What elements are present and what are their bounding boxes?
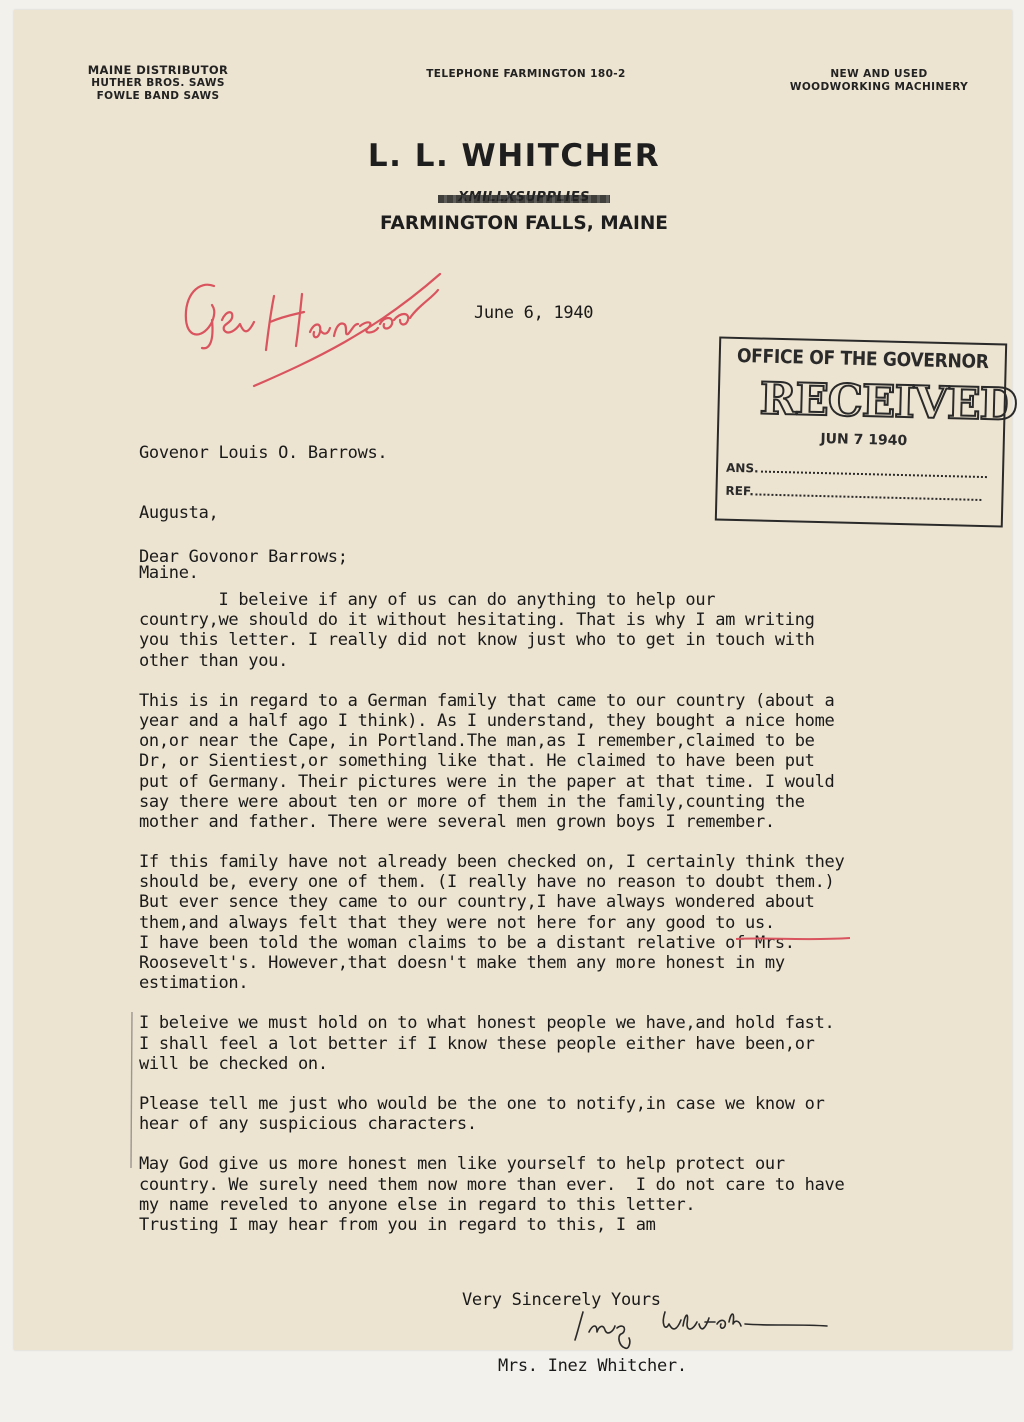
- body-line: But ever sence they came to our country,I have always wondered about: [139, 892, 815, 913]
- letter-body: [139, 590, 999, 1255]
- body-line: say there were about ten or more of them in the family,counting the: [139, 791, 805, 812]
- letterhead-line: NEW AND USED: [830, 68, 928, 80]
- stamp-ref-line: [725, 484, 991, 504]
- body-line: If this family have not already been checked on, I certainly think they: [139, 852, 845, 873]
- body-line: put of Germany. Their pictures were in the paper at that time. I would: [139, 771, 835, 792]
- stamp-received-text: RECEIVED: [759, 373, 1018, 431]
- body-line: hear of any suspicious characters.: [139, 1114, 477, 1135]
- stamp-ans-label: ANS.: [725, 460, 759, 476]
- body-line: will be checked on.: [139, 1053, 328, 1074]
- letterhead-telephone: TELEPHONE FARMINGTON 180-2: [426, 68, 626, 80]
- body-line: on,or near the Cape, in Portland.The man,as I remember,claimed to be: [139, 731, 815, 752]
- body-line: country. We surely need them now more than ever. I do not care to have: [139, 1174, 845, 1195]
- body-line: country,we should do it without hesitating. That is why I am writing: [139, 610, 815, 631]
- paragraph: [139, 1154, 999, 1235]
- stamp-date: JUN 7 1940: [820, 431, 908, 450]
- body-line: Dr, or Sientiest,or something like that. He claimed to have been put: [139, 751, 815, 772]
- body-line: This is in regard to a German family that came to our country (about a: [139, 690, 835, 711]
- dotted-line: [756, 485, 982, 501]
- body-line: Roosevelt's. However,that doesn't make them any more honest in my: [139, 953, 785, 973]
- paragraph: [139, 590, 999, 671]
- body-line: mother and father. There were several men grown boys I remember.: [139, 811, 775, 832]
- paragraph: [139, 852, 999, 993]
- stamp-ref-label: REF.: [725, 483, 755, 499]
- handwritten-red-note: [174, 250, 444, 390]
- red-underline-mark: [734, 935, 852, 943]
- body-line: I beleive we must hold on to what honest people we have,and hold fast.: [139, 1013, 835, 1034]
- dotted-line: [761, 463, 987, 479]
- margin-pencil-mark: [127, 1010, 137, 1170]
- body-line: I have been told the woman claims to be a distant relative of Mrs.: [139, 932, 795, 953]
- paragraph: [139, 1013, 999, 1074]
- body-line: I shall feel a lot better if I know these people either have been,or: [139, 1033, 815, 1054]
- body-line: May God give us more honest men like yourself to help protect our: [139, 1154, 785, 1175]
- stamp-ans-line: [726, 461, 992, 481]
- body-line: you this letter. I really did not know just who to get in touch with: [139, 630, 815, 651]
- letterhead-distributor: [58, 64, 258, 103]
- signer-name: Mrs. Inez Whitcher.: [498, 1356, 687, 1376]
- body-line: them,and always felt that they were not here for any good to us.: [139, 912, 775, 933]
- body-line: estimation.: [139, 973, 249, 994]
- body-line: year and a half ago I think). As I understand, they bought a nice home: [139, 710, 835, 731]
- handwritten-signature: [569, 1302, 839, 1352]
- body-line: my name reveled to anyone else in regard to this letter.: [139, 1194, 696, 1215]
- letterhead-line: FOWLE BAND SAWS: [96, 90, 220, 102]
- received-stamp: [715, 337, 1018, 528]
- company-name: L. L. WHITCHER: [367, 138, 661, 174]
- letter-page: [14, 10, 1018, 1376]
- body-line: should be, every one of them. (I really have no reason to doubt them.): [139, 872, 835, 893]
- address-line: Govenor Louis O. Barrows.: [139, 443, 388, 463]
- paragraph: [139, 1094, 999, 1134]
- letterhead-line: WOODWORKING MACHINERY: [789, 81, 969, 93]
- body-line: I beleive if any of us can do anything to help our: [139, 590, 716, 610]
- body-line: other than you.: [139, 650, 289, 671]
- closing-text: Very Sincerely Yours: [462, 1290, 661, 1310]
- letter-date: June 6, 1940: [474, 303, 594, 323]
- body-line: Please tell me just who would be the one to notify,in case we know or: [139, 1093, 825, 1114]
- address-line: Maine.: [139, 563, 199, 583]
- paragraph: [139, 691, 999, 832]
- salutation: Dear Govonor Barrows;: [139, 547, 348, 567]
- stamp-office-title: OFFICE OF THE GOVERNOR: [736, 344, 989, 374]
- strikeout-bar: [438, 195, 610, 203]
- address-line: Augusta,: [139, 503, 219, 523]
- letterhead-line: HUTHER BROS. SAWS: [91, 77, 225, 89]
- letterhead-line: MAINE DISTRIBUTOR: [87, 63, 229, 77]
- company-town: FARMINGTON FALLS, MAINE: [380, 213, 668, 234]
- letterhead-machinery: [774, 68, 984, 94]
- body-line: Trusting I may hear from you in regard to this, I am: [139, 1214, 656, 1235]
